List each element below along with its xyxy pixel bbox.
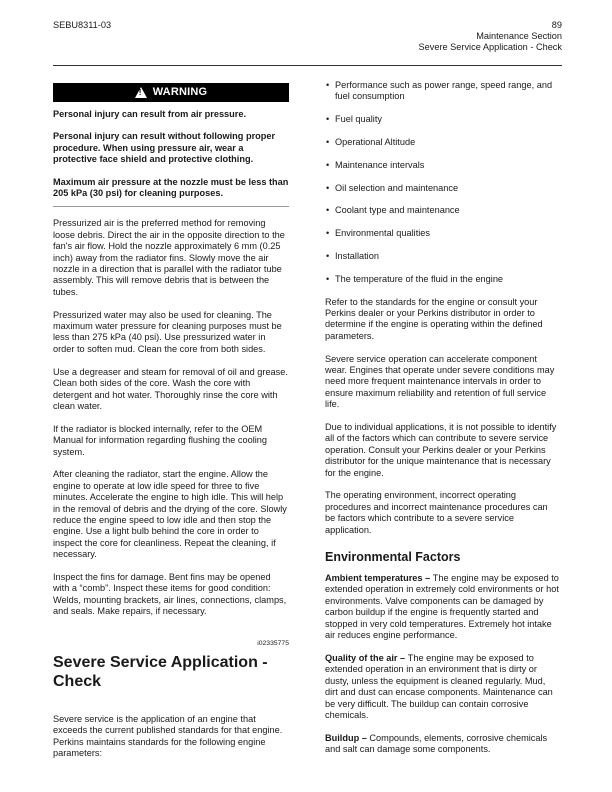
factor-paragraph [325,733,560,756]
page-header [419,20,563,54]
factor-dash: – [359,732,370,743]
warning-line: Personal injury can result from air pressure. [53,109,247,119]
parameter-list [325,80,560,285]
list-item: • Installation [325,251,560,262]
body-paragraph: Pressurized water may also be used for cleaning. The maximum water pressure for cleaning purposes must be less than 275 kPa (40 psi). Use pressurized water in order to soften mud. Clean the core from both sides. [53,309,282,354]
warning-line: Personal injury can result without following proper procedure. When using pressure air, wear a protective face shield and protective clothing. [53,131,276,165]
factor-text: Compounds, elements, corrosive chemicals and salt can damage some components. [325,732,548,755]
body-paragraph: Severe service operation can accelerate component wear. Engines that operate under severe conditions may need more frequent maintenance intervals in order to ensure maximum reliability and retention of full service life. [325,353,555,410]
body-paragraph: Due to individual applications, it is not possible to identify all of the factors which can contribute to severe service operation. Consult your Perkins dealer or your Perkins distributor for the unique maintenance that is necessary for the engine. [325,422,557,478]
factor-text: The engine may be exposed to extended operation in an environment that is dirty or dusty, unless the equipment is cleaned regularly. Mud, dirt and dust can encase components. Maintenance can be very difficult. The buildup can contain corrosive chemicals. [325,652,553,720]
list-item: • Coolant type and maintenance [325,205,560,216]
document-id: SEBU8311-03 [53,20,112,30]
warning-end-rule [53,206,289,207]
warning-line: Maximum air pressure at the nozzle must be less than 205 kPa (30 psi) for cleaning purposes. [53,176,289,199]
body-paragraph: Refer to the standards for the engine or consult your Perkins dealer or your Perkins distributor in order to determine if the engine is operating within the defined parameters. [325,296,543,341]
header-rule [53,65,562,66]
subsection-title: Environmental Factors [325,550,461,565]
list-item: • Maintenance intervals [325,160,560,171]
list-item: • Oil selection and maintenance [325,183,560,194]
factor-paragraph [325,653,560,721]
factor-dash: – [397,652,408,663]
body-paragraph: Pressurized air is the preferred method for removing loose debris. Direct the air in the opposite direction to the fan's air flow. Hold the nozzle approximately 6 mm (0.25 inch) away from the radiator fins. Slowly move the air nozzle in a direction that is parallel with the radiator tube assembly. This will remove debris that is between the tubes. [53,218,285,297]
body-paragraph: If the radiator is blocked internally, refer to the OEM Manual for information regarding flushing the cooling system. [53,423,267,457]
body-paragraph: The operating environment, incorrect operating procedures and incorrect maintenance procedures can be factors which contribute to a severe service application. [325,490,548,535]
list-item: • Performance such as power range, speed range, and fuel consumption [325,80,560,103]
body-paragraph: After cleaning the radiator, start the engine. Allow the engine to operate at low idle speed for three to five minutes. Accelerate the engine to high idle. This will help in the removal of debris and the drying of the core. Slowly reduce the engine speed to low idle and then stop the engine. Use a light bulb behind the core in order to inspect the core for cleanliness. Repeat the cleaning, if necessary. [53,469,287,560]
list-item: • Operational Altitude [325,137,560,148]
section-title: Severe Service Application - Check [53,653,268,690]
topic-name: Severe Service Application - Check [418,42,562,53]
body-paragraph: Inspect the fins for damage. Bent fins may be opened with a “comb”. Inspect these items for good condition: Welds, mounting brackets, air lines, connections, clamps, and seals. Make repairs, if necessary. [53,571,287,617]
factor-term: Quality of the air [325,652,398,663]
warning-banner [53,83,289,102]
section-name: Maintenance Section [476,31,562,42]
body-paragraph: Use a degreaser and steam for removal of oil and grease. Clean both sides of the core. Wash the core with detergent and hot water. Thoroughly rinse the core with clean water. [53,366,288,411]
factor-paragraph [325,573,560,641]
section-reference-id: i02335775 [257,639,289,647]
warning-label: WARNING [152,85,208,98]
factor-term: Buildup [325,732,360,743]
warning-triangle-icon [135,87,147,98]
list-item: • Fuel quality [325,114,560,125]
right-column [325,80,560,767]
list-item: • Environmental qualities [325,228,560,239]
left-column [53,80,289,771]
section-intro: Severe service is the application of an engine that exceeds the current published standards for that engine. Perkins maintains standards for the following engine parameters: [53,713,283,759]
factor-text: The engine may be exposed to extended operation in extremely cold environments or hot environments. Valve components can be damaged by carbon buildup if the engine is frequently started and stopped in very cold temperatures. Extremely hot intake air reduces engine performance. [325,573,559,641]
page-number: 89 [551,20,562,30]
factor-term: Ambient temperatures [325,573,423,584]
factor-dash: – [422,573,433,584]
list-item: • The temperature of the fluid in the engine [325,274,560,285]
